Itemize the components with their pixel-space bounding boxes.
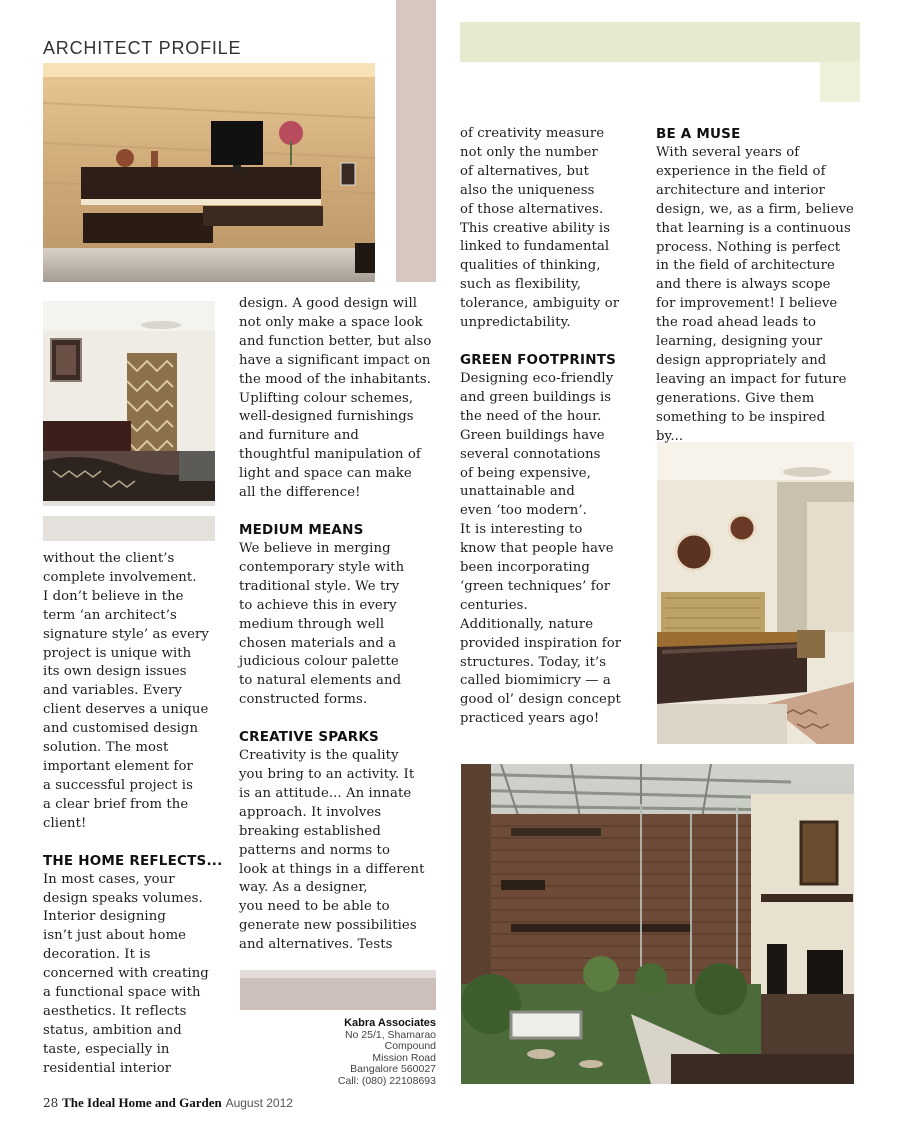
green-accent-inner	[460, 22, 860, 62]
bedroom-photo-patterned	[43, 301, 215, 541]
address-line-2: Compound	[384, 1040, 436, 1053]
column-2	[239, 295, 439, 955]
bedroom-photo-round-mirrors	[657, 442, 854, 744]
medium-means-heading: MEDIUM MEANS	[239, 521, 364, 538]
col2-intro-text: design. A good design will not only make a space look and function better, but also have a significant impact on the mood of the inhabitants. Uplifting colour schemes, well-designed furnishings and furniture and thoughtful manipulation of light and space can make all the difference!	[239, 296, 432, 501]
address-line-1: No 25/1, Shamarao	[344, 1028, 436, 1041]
green-footprints-heading: GREEN FOOTPRINTS	[460, 351, 617, 368]
firm-name: Kabra Associates	[344, 1017, 436, 1029]
living-room-photo	[43, 63, 375, 282]
creative-sparks-text: Creativity is the quality you bring to an activity. It is an attitude... An innate approach. It involves breaking established patterns and norms to look at things in a different way. As a designer, you need to be able to generate new possibilities and alternatives. Tests	[239, 748, 425, 953]
address-line-4: Bangalore 560027	[350, 1063, 436, 1076]
magazine-name: The Ideal Home and Garden	[62, 1095, 222, 1110]
be-a-muse-heading: BE A MUSE	[656, 126, 741, 142]
courtyard-photo	[461, 764, 854, 1084]
column-4	[656, 125, 856, 447]
mauve-accent-notch	[240, 970, 436, 978]
column-3	[460, 125, 640, 729]
be-a-muse-text: With several years of experience in the field of architecture and interior design, we, as a firm, believe that learning is a continuous process. Nothing is perfect in the field of architecture and there is always scope for improvement! I believe the road ahead leads to learning, designing your design appropriately and leaving an impact for future generations. Give them something to be inspired by...	[656, 145, 854, 444]
column-1	[43, 550, 223, 1079]
col3-intro-text: of creativity measure not only the number of alternatives, but also the uniqueness of those alternatives. This creative ability is linked to fundamental qualities of thinking, such as flexibility, tolerance, ambiguity or unpredictability.	[460, 126, 620, 331]
col1-intro-text: without the client’s complete involvement. I don’t believe in the term ‘an architect’s signature style’ as every project is unique with its own design issues and variables. Every client deserves a unique and customised design solution. The most important element for a successful project is a clear brief from the client!	[43, 551, 209, 831]
issue-date: August 2012	[225, 1096, 293, 1110]
home-reflects-text: In most cases, your design speaks volumes. Interior designing isn’t just about home decoration. It is concerned with creating a functional space with aesthetics. It reflects status, ambition and taste, especially in residential interior	[43, 871, 209, 1076]
medium-means-text: We believe in merging contemporary style with traditional style. We try to achieve this in every medium through well chosen materials and a judicious colour palette to natural elements and constructed forms.	[239, 540, 405, 708]
page-footer	[43, 1095, 293, 1111]
phone-number: Call: (080) 22108693	[337, 1074, 436, 1087]
creative-sparks-heading: CREATIVE SPARKS	[239, 729, 379, 746]
pink-accent-bar	[396, 0, 436, 282]
address-line-3: Mission Road	[372, 1051, 436, 1064]
green-footprints-text: Designing eco-friendly and green buildings is the need of the hour. Green buildings have several connotations of being expensive, unattainable and even ‘too modern’. It is interesting to know that people have been incorporating ‘green techniques’ for centuries. Additionally, nature provided inspiration for structures. Today, it’s called biomimicry — a good ol’ design concept practiced years ago!	[460, 370, 622, 727]
green-accent-notch	[460, 62, 820, 102]
page-number: 28	[43, 1096, 59, 1110]
contact-block	[300, 1018, 436, 1088]
home-reflects-heading: THE HOME REFLECTS...	[43, 852, 223, 869]
section-title: ARCHITECT PROFILE	[43, 38, 242, 58]
